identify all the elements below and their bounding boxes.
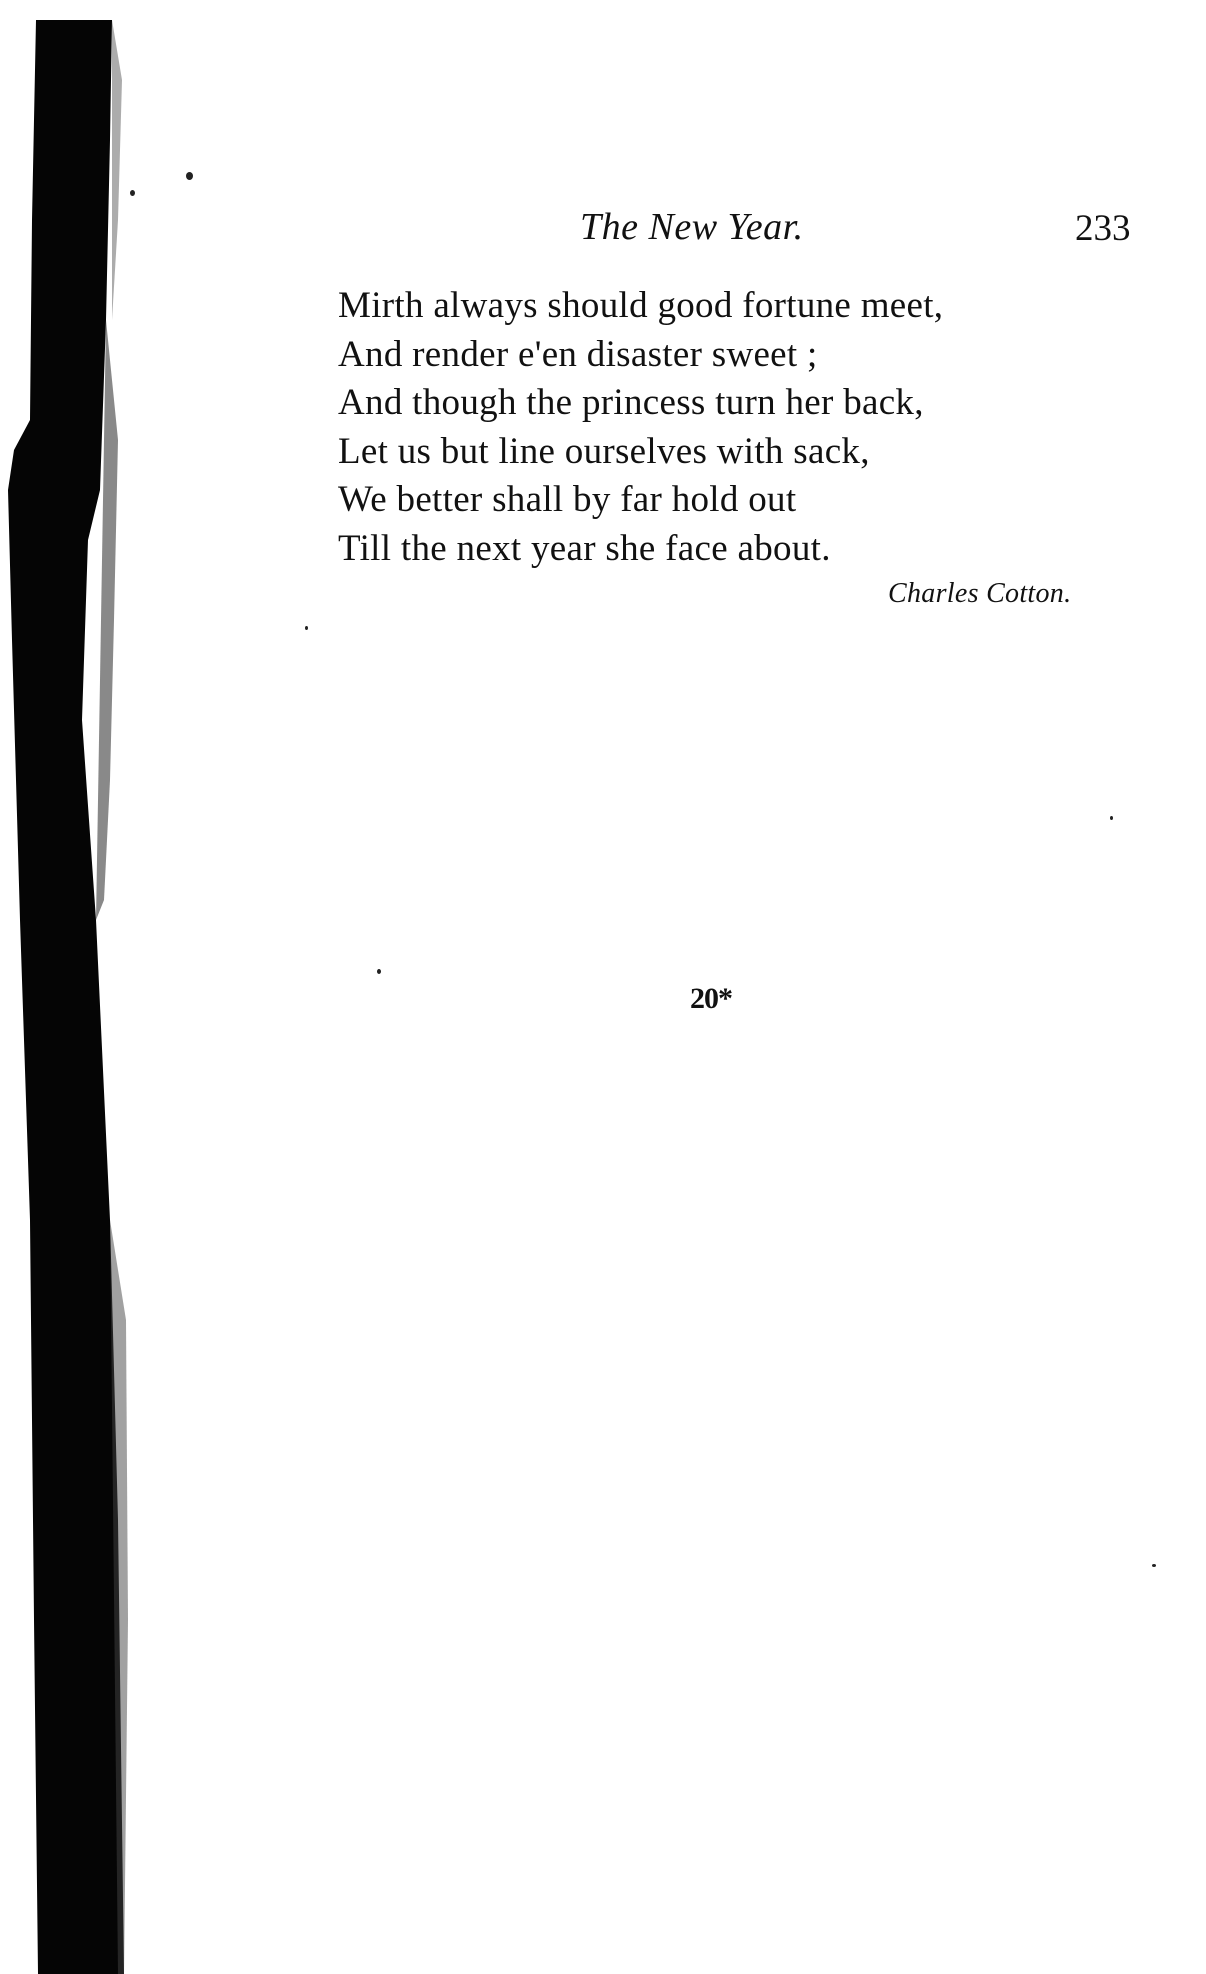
scan-speck (1152, 1564, 1156, 1567)
poem-line: Let us but line ourselves with sack, (338, 430, 870, 472)
signature-mark: 20* (690, 982, 732, 1015)
poem-line: Mirth always should good fortune meet, (338, 285, 944, 326)
poem-line: Till the next year she face about. (338, 527, 831, 569)
scan-speck (1110, 816, 1113, 820)
poem-line: We better shall by far hold out (338, 479, 797, 520)
running-title: The New Year. (580, 206, 804, 248)
poem-line: And though the princess turn her back, (338, 382, 924, 423)
scan-speck (377, 969, 381, 974)
poem-stanza (338, 282, 1098, 573)
poem-author: Charles Cotton. (888, 578, 1072, 609)
page-number: 233 (1075, 208, 1131, 249)
scan-speck (130, 190, 135, 196)
binding-shadow (0, 20, 130, 1974)
scan-speck (305, 626, 308, 630)
scan-speck (186, 172, 193, 180)
poem-line: And render e'en disaster sweet ; (338, 333, 818, 375)
